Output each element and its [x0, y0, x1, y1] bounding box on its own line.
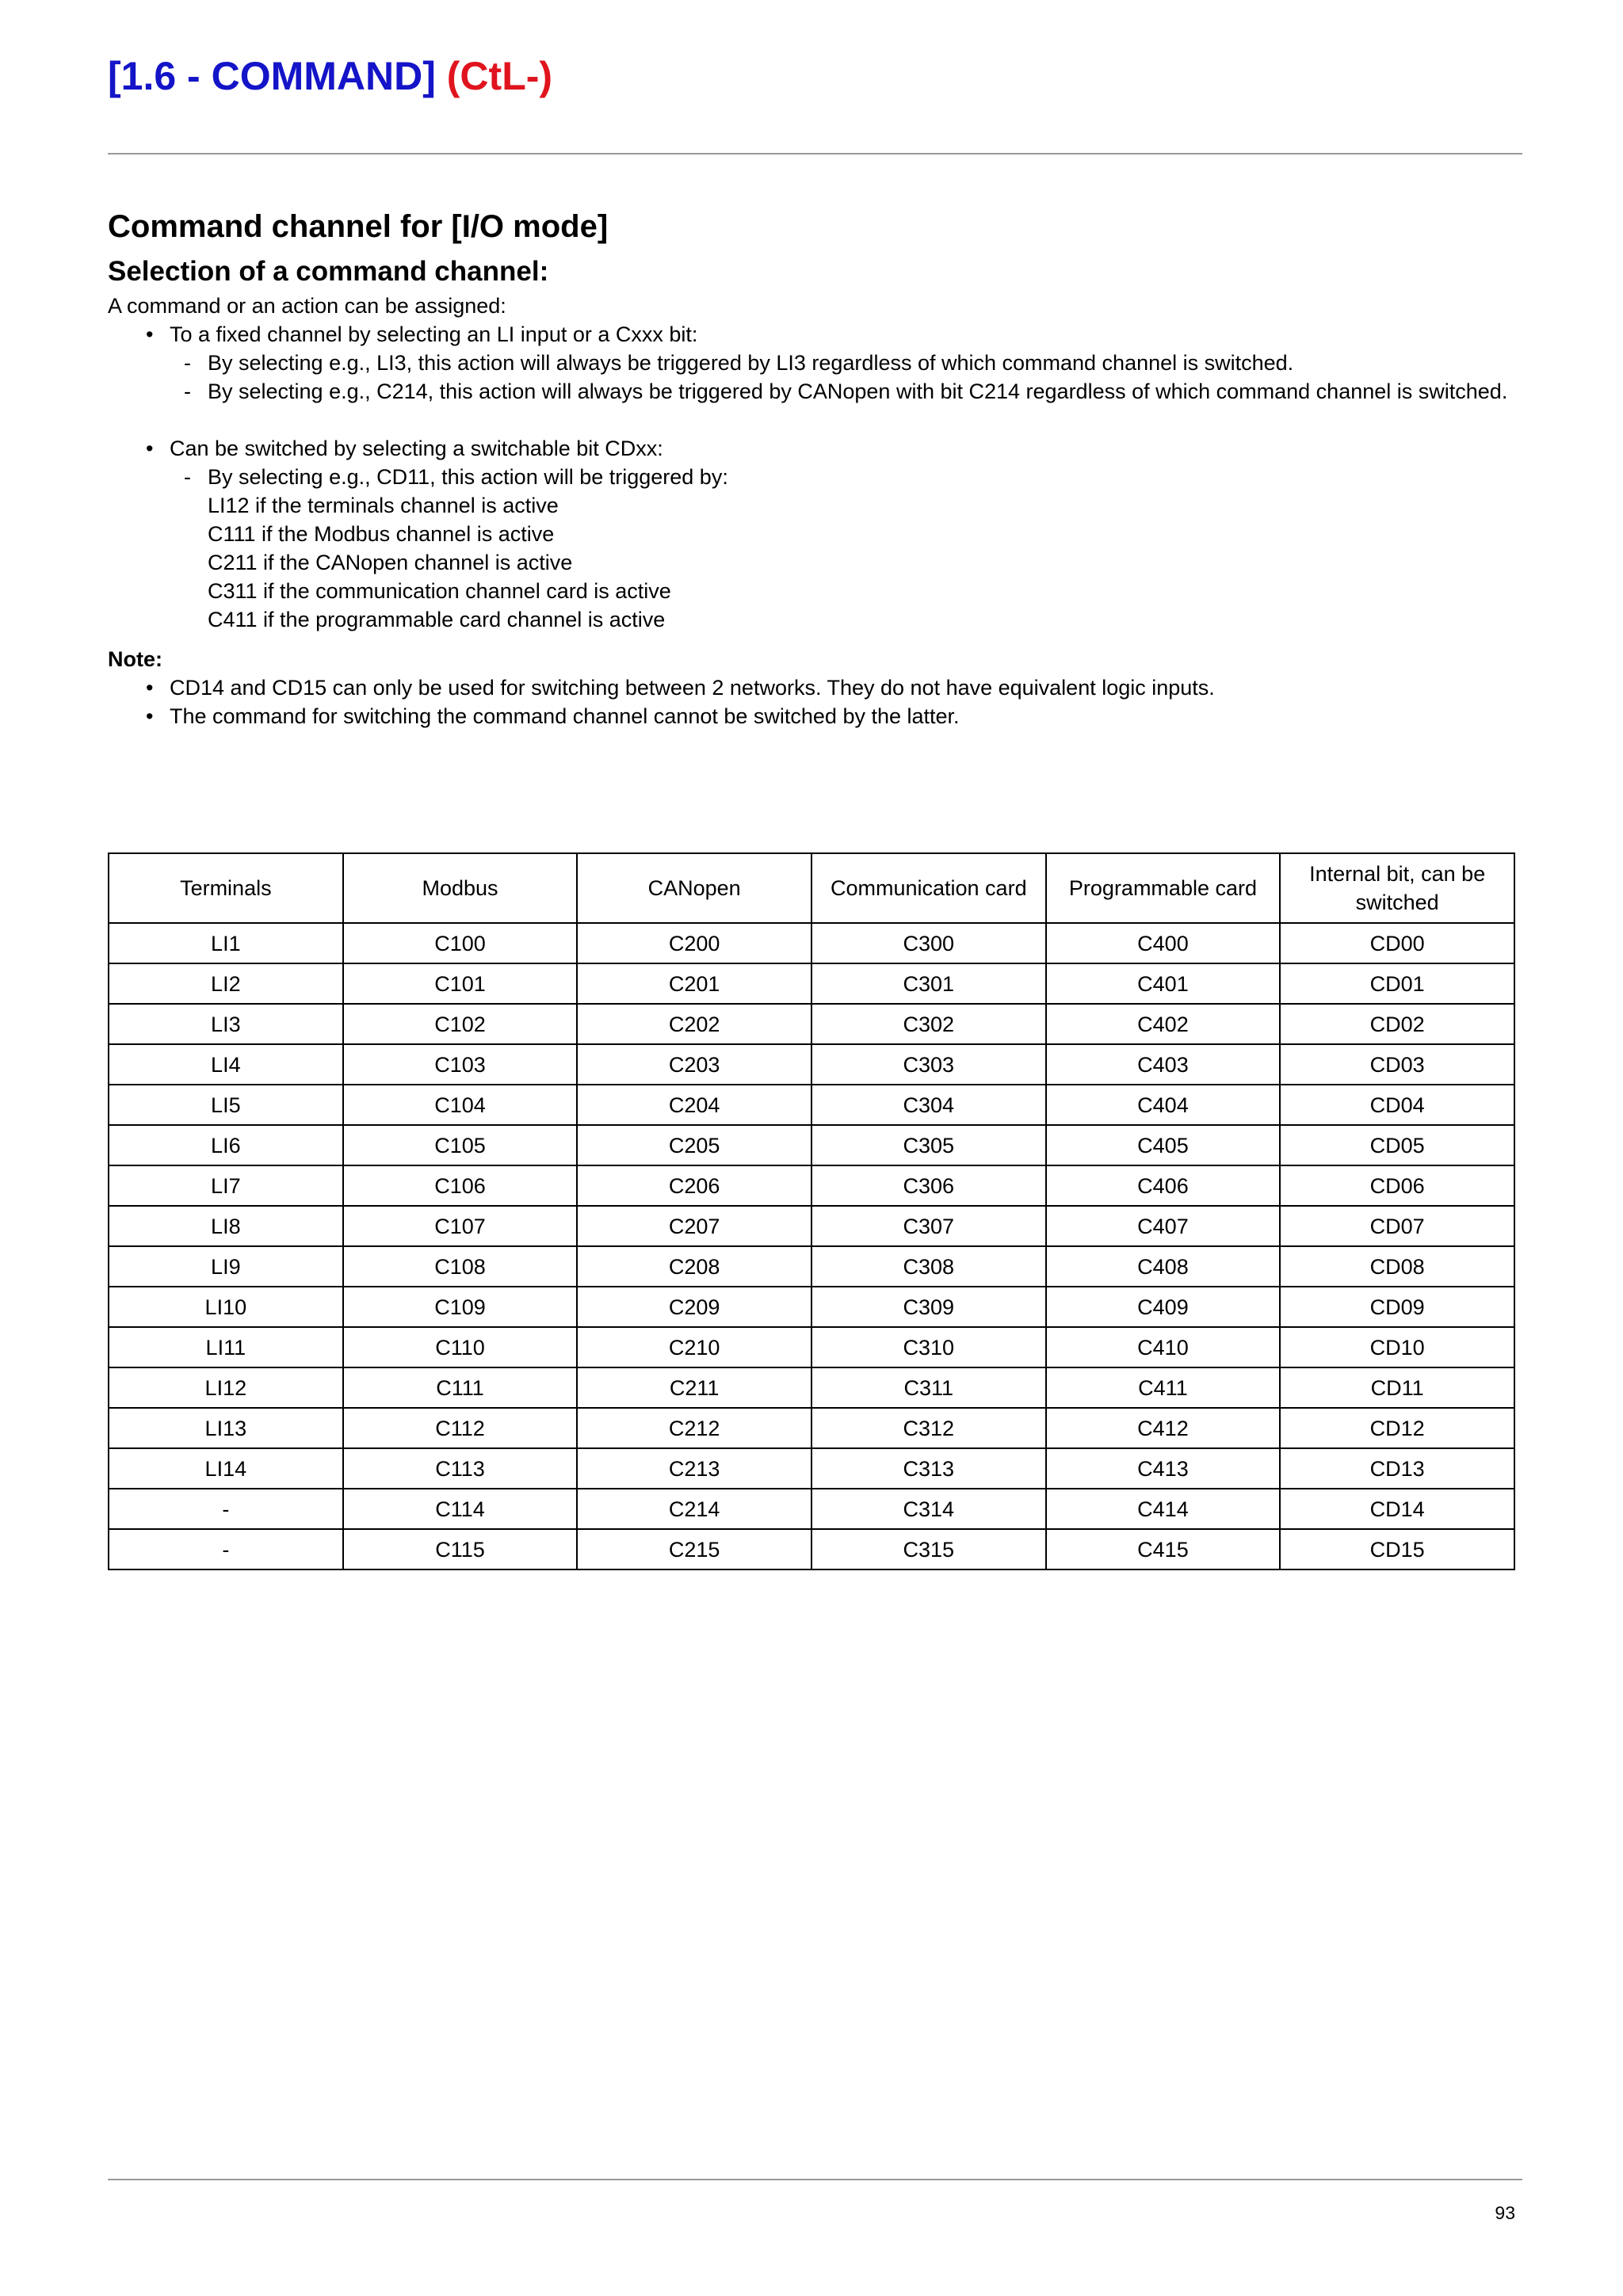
- page-title: [108, 52, 552, 100]
- table-cell: C300: [812, 923, 1046, 963]
- table-cell: C408: [1046, 1246, 1281, 1287]
- column-header: Programmable card: [1046, 853, 1281, 923]
- top-divider: [108, 153, 1522, 154]
- table-row: [109, 1529, 1514, 1569]
- table-cell: C302: [812, 1004, 1046, 1044]
- table-cell: CD15: [1280, 1529, 1514, 1569]
- table-cell: CD04: [1280, 1085, 1514, 1125]
- table-row: [109, 1448, 1514, 1489]
- table-cell: LI11: [109, 1327, 343, 1367]
- table-cell: C412: [1046, 1408, 1281, 1448]
- table-header-row: [109, 853, 1514, 923]
- switchable-line: C311 if the communication channel card is active: [208, 579, 671, 603]
- table-row: [109, 1206, 1514, 1246]
- bottom-divider: [108, 2179, 1522, 2180]
- content: [108, 204, 1522, 730]
- table-cell: C111: [343, 1367, 578, 1408]
- table-cell: C407: [1046, 1206, 1281, 1246]
- table-cell: C305: [812, 1125, 1046, 1165]
- table-cell: CD06: [1280, 1165, 1514, 1206]
- column-header: Modbus: [343, 853, 578, 923]
- table-cell: CD00: [1280, 923, 1514, 963]
- fixed-channel-example-1: - By selecting e.g., LI3, this action will always be triggered by LI3 regardless of which command channel is switched.: [108, 349, 1522, 377]
- table-cell: LI6: [109, 1125, 343, 1165]
- table-cell: C207: [577, 1206, 812, 1246]
- table-cell: C214: [577, 1489, 812, 1529]
- table-cell: C102: [343, 1004, 578, 1044]
- table-row: [109, 1004, 1514, 1044]
- column-header: Internal bit, can be switched: [1280, 853, 1514, 923]
- note-label: Note:: [108, 647, 162, 671]
- table-cell: C313: [812, 1448, 1046, 1489]
- table-cell: C109: [343, 1287, 578, 1327]
- table-cell: C309: [812, 1287, 1046, 1327]
- table-body: [109, 923, 1514, 1569]
- section-heading: Command channel for [I/O mode]: [108, 209, 609, 244]
- table-cell: CD09: [1280, 1287, 1514, 1327]
- table-cell: C204: [577, 1085, 812, 1125]
- table-cell: C402: [1046, 1004, 1281, 1044]
- table-row: [109, 1125, 1514, 1165]
- table-cell: CD14: [1280, 1489, 1514, 1529]
- table-cell: C101: [343, 963, 578, 1004]
- table-cell: C103: [343, 1044, 578, 1085]
- table-row: [109, 1044, 1514, 1085]
- table-cell: C306: [812, 1165, 1046, 1206]
- table-row: [109, 963, 1514, 1004]
- column-header: CANopen: [577, 853, 812, 923]
- table-row: [109, 923, 1514, 963]
- table-cell: C404: [1046, 1085, 1281, 1125]
- table-cell: LI3: [109, 1004, 343, 1044]
- table-row: [109, 1246, 1514, 1287]
- table-cell: C107: [343, 1206, 578, 1246]
- table-cell: CD10: [1280, 1327, 1514, 1367]
- table-cell: C301: [812, 963, 1046, 1004]
- table-cell: LI8: [109, 1206, 343, 1246]
- table-cell: C110: [343, 1327, 578, 1367]
- table-cell: C104: [343, 1085, 578, 1125]
- table-cell: C205: [577, 1125, 812, 1165]
- table-cell: C113: [343, 1448, 578, 1489]
- table-cell: C304: [812, 1085, 1046, 1125]
- table-cell: CD02: [1280, 1004, 1514, 1044]
- table-cell: CD13: [1280, 1448, 1514, 1489]
- table-cell: C406: [1046, 1165, 1281, 1206]
- table-cell: C307: [812, 1206, 1046, 1246]
- table-cell: C106: [343, 1165, 578, 1206]
- table-cell: LI7: [109, 1165, 343, 1206]
- table-cell: LI4: [109, 1044, 343, 1085]
- switchable-line: C111 if the Modbus channel is active: [208, 522, 555, 546]
- table-cell: LI5: [109, 1085, 343, 1125]
- command-channel-table: [108, 852, 1515, 1570]
- table-cell: C400: [1046, 923, 1281, 963]
- table-cell: C105: [343, 1125, 578, 1165]
- table-cell: -: [109, 1489, 343, 1529]
- table-cell: C411: [1046, 1367, 1281, 1408]
- page-number: 93: [1495, 2203, 1515, 2223]
- table-cell: LI1: [109, 923, 343, 963]
- table-cell: C410: [1046, 1327, 1281, 1367]
- table-cell: CD08: [1280, 1246, 1514, 1287]
- table-cell: C414: [1046, 1489, 1281, 1529]
- switchable-line: C211 if the CANopen channel is active: [208, 551, 573, 574]
- table-cell: LI9: [109, 1246, 343, 1287]
- table-cell: C315: [812, 1529, 1046, 1569]
- intro-text: A command or an action can be assigned:: [108, 294, 506, 318]
- note-item: • The command for switching the command channel cannot be switched by the latter.: [108, 702, 1522, 730]
- note-item: • CD14 and CD15 can only be used for switching between 2 networks. They do not have equivalent logic inputs.: [108, 673, 1522, 702]
- table-row: [109, 1367, 1514, 1408]
- column-header: Communication card: [812, 853, 1046, 923]
- table-cell: C409: [1046, 1287, 1281, 1327]
- table-row: [109, 1408, 1514, 1448]
- table-cell: C203: [577, 1044, 812, 1085]
- table-cell: C211: [577, 1367, 812, 1408]
- table-cell: C201: [577, 963, 812, 1004]
- page-title-code: (CtL-): [446, 54, 553, 98]
- table-cell: C405: [1046, 1125, 1281, 1165]
- table-cell: C308: [812, 1246, 1046, 1287]
- table-cell: C202: [577, 1004, 812, 1044]
- table-cell: C206: [577, 1165, 812, 1206]
- table-cell: C413: [1046, 1448, 1281, 1489]
- table-cell: C311: [812, 1367, 1046, 1408]
- spacer: [108, 406, 1522, 434]
- bullet-switchable-bit: • Can be switched by selecting a switchable bit CDxx:: [108, 434, 1522, 463]
- table-cell: C314: [812, 1489, 1046, 1529]
- table-row: [109, 1287, 1514, 1327]
- table-cell: CD05: [1280, 1125, 1514, 1165]
- column-header: Terminals: [109, 853, 343, 923]
- table-cell: LI10: [109, 1287, 343, 1327]
- table-cell: C208: [577, 1246, 812, 1287]
- table-cell: LI12: [109, 1367, 343, 1408]
- bullet-fixed-channel: • To a fixed channel by selecting an LI input or a Cxxx bit:: [108, 320, 1522, 349]
- table-cell: C213: [577, 1448, 812, 1489]
- table-cell: CD01: [1280, 963, 1514, 1004]
- table-cell: C114: [343, 1489, 578, 1529]
- switchable-line: C411 if the programmable card channel is active: [208, 608, 666, 631]
- table-cell: C303: [812, 1044, 1046, 1085]
- table-cell: LI13: [109, 1408, 343, 1448]
- table-cell: LI2: [109, 963, 343, 1004]
- table-cell: C403: [1046, 1044, 1281, 1085]
- table-cell: CD11: [1280, 1367, 1514, 1408]
- table-cell: CD12: [1280, 1408, 1514, 1448]
- table-cell: C200: [577, 923, 812, 963]
- table-row: [109, 1085, 1514, 1125]
- table-cell: C100: [343, 923, 578, 963]
- table-cell: CD03: [1280, 1044, 1514, 1085]
- table-cell: C415: [1046, 1529, 1281, 1569]
- fixed-channel-example-2: - By selecting e.g., C214, this action will always be triggered by CANopen with bit C214 regardless of which command channel is switched.: [108, 377, 1522, 406]
- section-subheading: Selection of a command channel:: [108, 256, 549, 287]
- table-cell: C108: [343, 1246, 578, 1287]
- table-cell: CD07: [1280, 1206, 1514, 1246]
- switchable-line: LI12 if the terminals channel is active: [208, 494, 559, 517]
- table-cell: C310: [812, 1327, 1046, 1367]
- switchable-example: - By selecting e.g., CD11, this action will be triggered by:: [108, 463, 1522, 491]
- table-cell: C112: [343, 1408, 578, 1448]
- table-cell: C312: [812, 1408, 1046, 1448]
- table-cell: C115: [343, 1529, 578, 1569]
- table-row: [109, 1165, 1514, 1206]
- table-cell: C401: [1046, 963, 1281, 1004]
- table-cell: C210: [577, 1327, 812, 1367]
- table-cell: C209: [577, 1287, 812, 1327]
- page-title-section: [1.6 - COMMAND]: [108, 54, 436, 98]
- table-row: [109, 1489, 1514, 1529]
- table-cell: -: [109, 1529, 343, 1569]
- table-cell: LI14: [109, 1448, 343, 1489]
- table-row: [109, 1327, 1514, 1367]
- table-cell: C215: [577, 1529, 812, 1569]
- table-cell: C212: [577, 1408, 812, 1448]
